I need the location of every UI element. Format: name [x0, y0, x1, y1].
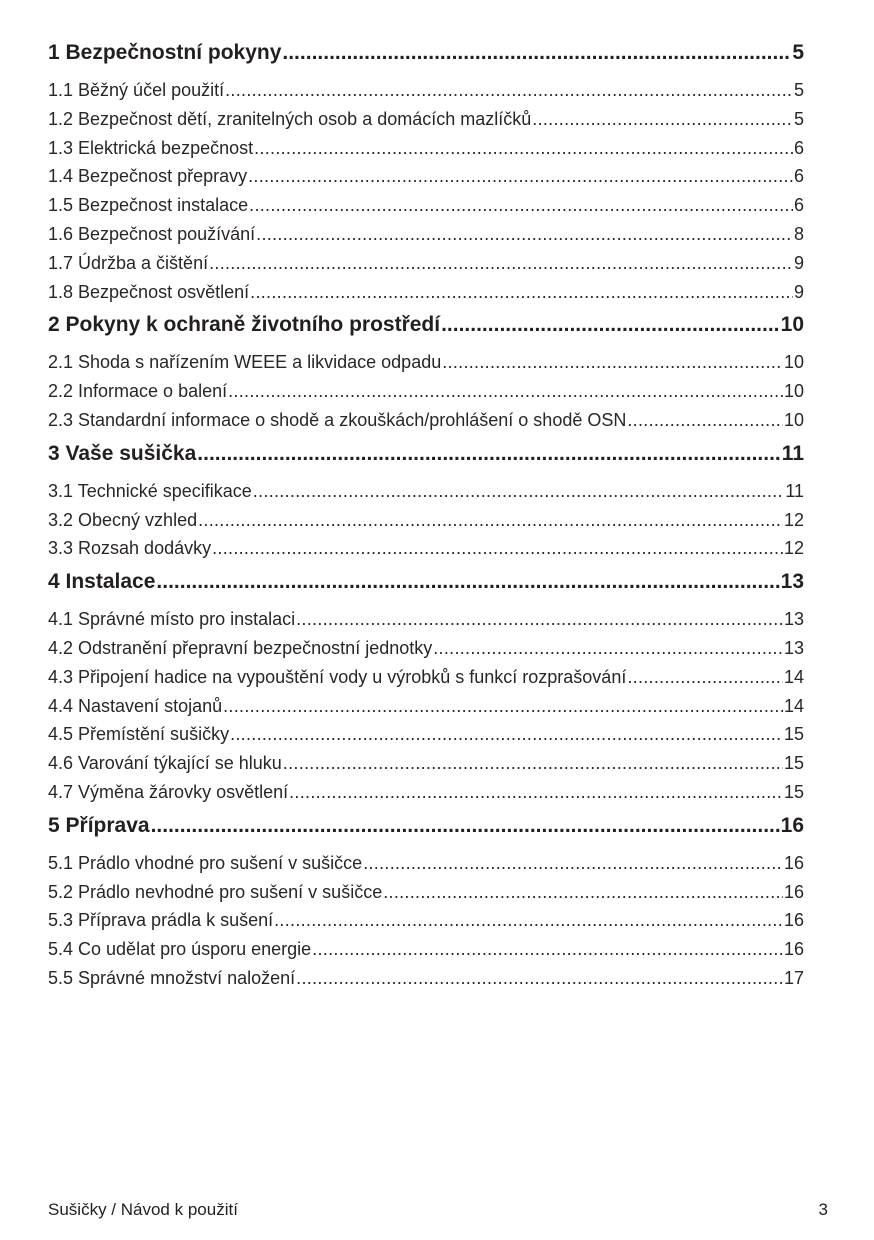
toc-page-number: 11: [785, 480, 804, 501]
toc-page-number: 13: [780, 570, 804, 594]
toc-section-2[interactable]: [48, 310, 804, 339]
toc-page-number: 16: [783, 910, 804, 931]
toc-page-number: 5: [793, 80, 804, 100]
dot-leader: [212, 534, 783, 563]
toc-entry-title: 1.1 Běžný účel použití: [48, 80, 225, 100]
toc-page-number: 15: [783, 753, 804, 774]
toc-section-5[interactable]: [48, 811, 804, 840]
toc-section-title: 5 Příprava: [48, 813, 150, 837]
toc-entry-1-3[interactable]: [48, 134, 804, 163]
toc-entry-4-2[interactable]: [48, 634, 804, 663]
toc-entry-4-3[interactable]: [48, 663, 804, 692]
toc-entry-5-4[interactable]: [48, 935, 804, 964]
toc-section-3[interactable]: [48, 439, 804, 468]
toc-section-title: 1 Bezpečnostní pokyny: [48, 41, 282, 64]
toc-page-number: 10: [783, 409, 804, 430]
toc-page-number: 8: [793, 223, 804, 244]
toc-page-number: 10: [783, 381, 804, 402]
toc-page-number: 5: [792, 41, 804, 64]
dot-leader: [274, 906, 783, 935]
toc-entry-5-1[interactable]: [48, 849, 804, 878]
toc-entry-title: 1.5 Bezpečnost instalace: [48, 195, 249, 216]
toc-entry-5-3[interactable]: [48, 906, 804, 935]
toc-entry-1-7[interactable]: [48, 249, 804, 278]
toc-section-title: 2 Pokyny k ochraně životního prostředí: [48, 313, 441, 337]
toc-entry-title: 3.2 Obecný vzhled: [48, 509, 198, 530]
toc-page-number: 15: [783, 781, 804, 802]
dot-leader: [156, 567, 779, 596]
dot-leader: [256, 220, 793, 249]
dot-leader: [282, 38, 791, 67]
toc-entry-4-7[interactable]: [48, 778, 804, 807]
dot-leader: [223, 692, 783, 721]
dot-leader: [230, 720, 783, 749]
toc-page-number: 13: [783, 637, 804, 658]
toc-page-number: 9: [793, 281, 804, 302]
toc-page-number: 6: [793, 137, 804, 158]
toc-entry-title: 1.2 Bezpečnost dětí, zranitelných osob a domácích mazlíčků: [48, 108, 532, 129]
toc-entry-title: 3.1 Technické specifikace: [48, 480, 252, 501]
toc-entry-3-1[interactable]: [48, 477, 804, 506]
toc-entry-4-5[interactable]: [48, 720, 804, 749]
toc-section-title: 4 Instalace: [48, 570, 156, 594]
dot-leader: [250, 278, 793, 307]
dot-leader: [197, 439, 781, 468]
dot-leader: [289, 778, 783, 807]
toc-page-number: 10: [783, 352, 804, 373]
toc-entry-title: 5.5 Správné množství naložení: [48, 967, 296, 988]
toc-page-number: 16: [780, 813, 804, 837]
toc-entry-5-5[interactable]: [48, 964, 804, 993]
toc-entry-2-2[interactable]: [48, 377, 804, 406]
dot-leader: [283, 749, 783, 778]
dot-leader: [249, 191, 793, 220]
toc-page-number: 16: [783, 881, 804, 902]
toc-entry-2-3[interactable]: [48, 406, 804, 435]
toc-entry-4-4[interactable]: [48, 692, 804, 721]
toc-page-number: 16: [783, 852, 804, 873]
toc-page-number: 17: [783, 967, 804, 988]
toc-entry-title: 2.1 Shoda s nařízením WEEE a likvidace odpadu: [48, 352, 442, 373]
dot-leader: [296, 605, 783, 634]
dot-leader: [442, 348, 783, 377]
toc-entry-2-1[interactable]: [48, 348, 804, 377]
toc-entry-title: 1.3 Elektrická bezpečnost: [48, 137, 254, 158]
toc-page-number: 14: [783, 666, 804, 687]
toc-entry-3-3[interactable]: [48, 534, 804, 563]
dot-leader: [627, 663, 783, 692]
toc-entry-title: 5.1 Prádlo vhodné pro sušení v sušičce: [48, 852, 363, 873]
toc-page-number: 6: [793, 166, 804, 187]
toc-entry-1-2[interactable]: [48, 105, 804, 134]
toc-entry-title: 4.1 Správné místo pro instalaci: [48, 609, 296, 630]
dot-leader: [627, 406, 783, 435]
footer-page-number: 3: [818, 1200, 828, 1219]
toc-section-1[interactable]: [48, 38, 804, 67]
dot-leader: [254, 134, 793, 163]
toc-entry-title: 4.4 Nastavení stojanů: [48, 695, 223, 716]
toc-entry-1-6[interactable]: [48, 220, 804, 249]
toc-page-number: 14: [783, 695, 804, 716]
dot-leader: [296, 964, 783, 993]
toc-entry-title: 5.2 Prádlo nevhodné pro sušení v sušičce: [48, 881, 383, 902]
toc-entry-title: 2.2 Informace o balení: [48, 381, 228, 402]
toc-entry-title: 2.3 Standardní informace o shodě a zkouškách/prohlášení o shodě OSN: [48, 409, 627, 430]
dot-leader: [532, 105, 793, 134]
footer-document-title: Sušičky / Návod k použití: [48, 1200, 238, 1219]
toc-entry-1-4[interactable]: [48, 162, 804, 191]
toc-entry-title: 1.6 Bezpečnost používání: [48, 223, 256, 244]
toc-section-4[interactable]: [48, 567, 804, 596]
toc-entry-title: 5.3 Příprava prádla k sušení: [48, 910, 274, 931]
toc-entry-title: 4.5 Přemístění sušičky: [48, 724, 230, 745]
toc-page-number: 10: [780, 313, 804, 337]
toc-page-number: 16: [783, 939, 804, 960]
dot-leader: [228, 377, 783, 406]
toc-page-number: 12: [783, 538, 804, 559]
dot-leader: [441, 310, 780, 339]
dot-leader: [198, 506, 783, 535]
toc-entry-4-1[interactable]: [48, 605, 804, 634]
toc-page-number: 13: [783, 609, 804, 630]
toc-entry-title: 4.2 Odstranění přepravní bezpečnostní jednotky: [48, 637, 433, 658]
table-of-contents: [48, 38, 804, 993]
toc-entry-title: 1.7 Údržba a čištění: [48, 252, 209, 273]
toc-entry-title: 4.7 Výměna žárovky osvětlení: [48, 781, 289, 802]
toc-page-number: 12: [783, 509, 804, 530]
toc-page-number: 15: [783, 724, 804, 745]
dot-leader: [253, 477, 785, 506]
toc-page-number: 11: [781, 441, 804, 465]
dot-leader: [225, 76, 793, 105]
toc-entry-title: 1.8 Bezpečnost osvětlení: [48, 281, 250, 302]
toc-entry-title: 5.4 Co udělat pro úsporu energie: [48, 939, 312, 960]
dot-leader: [433, 634, 783, 663]
toc-entry-title: 1.4 Bezpečnost přepravy: [48, 166, 248, 187]
dot-leader: [363, 849, 783, 878]
toc-page-number: 5: [793, 108, 804, 129]
toc-entry-title: 3.3 Rozsah dodávky: [48, 538, 212, 559]
toc-entry-1-8[interactable]: [48, 278, 804, 307]
dot-leader: [312, 935, 783, 964]
toc-section-title: 3 Vaše sušička: [48, 441, 197, 465]
toc-entry-1-5[interactable]: [48, 191, 804, 220]
toc-page-number: 9: [793, 252, 804, 273]
toc-entry-1-1[interactable]: [48, 76, 804, 105]
toc-page-number: 6: [793, 195, 804, 216]
toc-entry-title: 4.3 Připojení hadice na vypouštění vody u výrobků s funkcí rozprašování: [48, 666, 627, 687]
toc-entry-title: 4.6 Varování týkající se hluku: [48, 753, 282, 774]
dot-leader: [209, 249, 793, 278]
toc-entry-5-2[interactable]: [48, 878, 804, 907]
toc-entry-3-2[interactable]: [48, 506, 804, 535]
dot-leader: [383, 878, 783, 907]
dot-leader: [248, 162, 793, 191]
toc-entry-4-6[interactable]: [48, 749, 804, 778]
dot-leader: [151, 811, 780, 840]
